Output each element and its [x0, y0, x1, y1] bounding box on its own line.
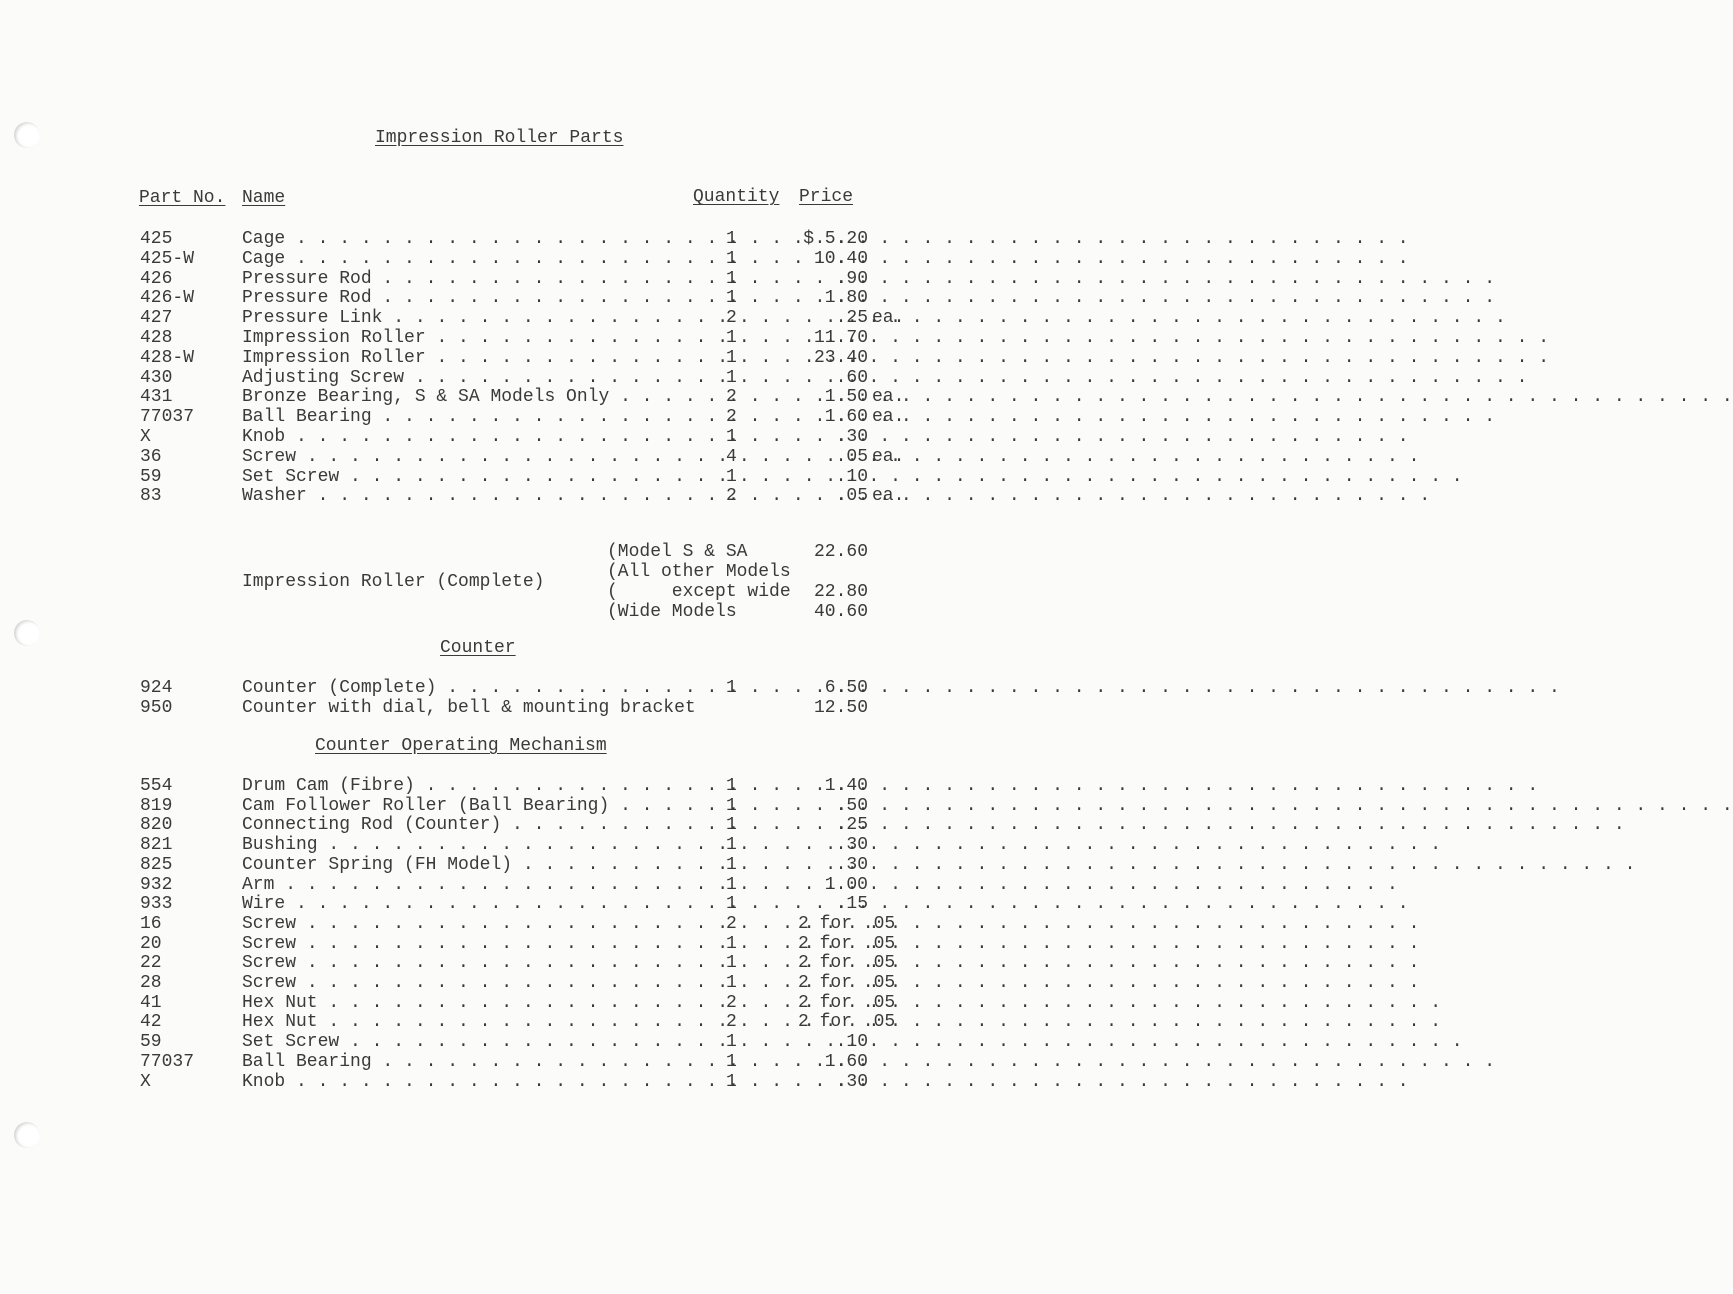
- part-number: 425: [140, 229, 173, 249]
- part-name: Screw . . .: [242, 914, 642, 934]
- counter-heading: Counter: [440, 638, 516, 658]
- punch-hole: [14, 1122, 40, 1148]
- part-number: X: [140, 427, 151, 447]
- part-name: Pressure Link . . .: [242, 308, 642, 328]
- table-row: [0, 229, 1000, 249]
- quantity: 1: [726, 678, 737, 698]
- part-name: Wire . . .: [242, 894, 642, 914]
- part-name: Drum Cam (Fibre) . . .: [242, 776, 642, 796]
- model-price: 22.60: [813, 542, 868, 562]
- model-price: [798, 562, 868, 582]
- table-row: [0, 447, 1000, 467]
- table-row: [0, 875, 1000, 895]
- quantity: 4: [726, 446, 737, 467]
- table-row: [0, 1052, 1000, 1072]
- price-unit: ea.: [872, 407, 905, 428]
- part-name: Counter (Complete) . . .: [242, 678, 642, 698]
- table-row: [0, 328, 1000, 348]
- table-row: [0, 953, 1000, 973]
- quantity: 2: [726, 407, 737, 428]
- part-name: Ball Bearing . . .: [242, 407, 642, 427]
- model-label: (Model S & SA: [607, 542, 748, 562]
- quantity: 2: [726, 486, 737, 507]
- quantity: 1: [726, 874, 737, 895]
- model-label: (Wide Models: [607, 602, 737, 622]
- table-row: [0, 678, 1000, 698]
- table-row: [0, 914, 1000, 934]
- part-name: Screw . . .: [242, 953, 642, 973]
- part-name: Washer . . .: [242, 486, 642, 506]
- column-header-price: Price: [799, 187, 854, 207]
- price-unit: ea.: [872, 486, 905, 507]
- page-title: Impression Roller Parts: [375, 128, 624, 148]
- quantity: 1: [726, 466, 737, 487]
- part-number: 426: [140, 268, 173, 289]
- price: 10.40: [813, 248, 868, 269]
- table-row: [0, 993, 1000, 1013]
- part-name: Bushing . . .: [242, 835, 642, 855]
- part-name: Knob . . .: [242, 427, 642, 447]
- part-number: 425-W: [140, 248, 195, 269]
- price: 2 for .05: [798, 973, 896, 993]
- price-unit: ea.: [872, 387, 905, 408]
- part-name: Counter Spring (FH Model) . . .: [242, 855, 642, 875]
- price: 12.50: [813, 697, 868, 718]
- part-name: Bronze Bearing, S & SA Models Only . . .: [242, 387, 642, 407]
- part-number: 426-W: [140, 288, 195, 309]
- quantity: 1: [726, 367, 737, 388]
- quantity: 1: [726, 268, 737, 289]
- part-number: 59: [140, 1032, 162, 1053]
- table-row: [0, 835, 1000, 855]
- quantity: 1: [726, 815, 737, 836]
- part-name: Screw . . .: [242, 447, 642, 467]
- part-number: 932: [140, 874, 173, 895]
- part-number: 431: [140, 387, 173, 408]
- part-name: Pressure Rod . . .: [242, 288, 642, 308]
- price: .10: [835, 466, 868, 487]
- part-number: 428: [140, 328, 173, 348]
- part-number: 16: [140, 913, 162, 934]
- quantity: 1: [726, 973, 737, 993]
- part-number: 36: [140, 446, 162, 467]
- part-name: Screw . . .: [242, 973, 642, 993]
- table-row: [0, 1072, 1000, 1092]
- part-number: X: [140, 1071, 151, 1092]
- part-name: Pressure Rod . . .: [242, 269, 642, 289]
- quantity: 1: [726, 347, 737, 368]
- model-price: 40.60: [813, 602, 868, 622]
- part-number: 950: [140, 697, 173, 718]
- quantity: 1: [726, 795, 737, 816]
- table-row: [0, 894, 1000, 914]
- table-row: [0, 467, 1000, 487]
- quantity: 1: [726, 933, 737, 954]
- part-number: 83: [140, 486, 162, 507]
- part-number: 28: [140, 973, 162, 993]
- quantity: 2: [726, 1012, 737, 1033]
- part-name: Ball Bearing . . .: [242, 1052, 642, 1072]
- quantity: 2: [726, 992, 737, 1013]
- part-number: 821: [140, 835, 173, 856]
- part-number: 427: [140, 308, 173, 329]
- quantity: 1: [726, 328, 737, 348]
- price: 2 for .05: [798, 933, 896, 954]
- price: $ 5.20: [803, 229, 868, 249]
- quantity: 1: [726, 1032, 737, 1053]
- quantity: 2: [726, 913, 737, 934]
- part-number: 933: [140, 894, 173, 915]
- table-row: [0, 776, 1000, 796]
- column-header-part-no: Part No.: [139, 188, 226, 208]
- part-name: Counter with dial, bell & mounting bracket: [242, 697, 696, 718]
- table-row: [0, 407, 1000, 427]
- price: .30: [835, 835, 868, 856]
- price: 6.50: [824, 678, 868, 698]
- part-number: 428-W: [140, 347, 195, 368]
- price: .25: [835, 815, 868, 836]
- part-name: Impression Roller . . .: [242, 328, 642, 348]
- part-number: 554: [140, 776, 173, 796]
- part-name: Hex Nut . . .: [242, 1012, 642, 1032]
- price: .10: [835, 1032, 868, 1053]
- part-number: 77037: [140, 1051, 195, 1072]
- quantity: 1: [726, 953, 737, 974]
- quantity: 1: [726, 229, 737, 249]
- punch-hole: [14, 122, 40, 148]
- part-name: Arm . . .: [242, 875, 642, 895]
- price: 1.60: [824, 1051, 868, 1072]
- quantity: 1: [726, 894, 737, 915]
- quantity: 1: [726, 854, 737, 875]
- table-row: [0, 368, 1000, 388]
- price: .25: [835, 308, 868, 329]
- price: 1.60: [824, 407, 868, 428]
- quantity: 2: [726, 308, 737, 329]
- table-row: [0, 934, 1000, 954]
- price: 1.80: [824, 288, 868, 309]
- table-row: [0, 1012, 1000, 1032]
- table-row: [0, 249, 1000, 269]
- part-number: 20: [140, 933, 162, 954]
- price: 1.50: [824, 387, 868, 408]
- part-name: Cage . . .: [242, 249, 642, 269]
- table-row: [0, 855, 1000, 875]
- part-name: Connecting Rod (Counter) . . .: [242, 815, 642, 835]
- table-row: [0, 269, 1000, 289]
- part-number: 825: [140, 854, 173, 875]
- part-name: Cage . . .: [242, 229, 642, 249]
- column-header-quantity: Quantity: [693, 187, 780, 207]
- part-number: 819: [140, 795, 173, 816]
- mechanism-heading: Counter Operating Mechanism: [315, 736, 607, 756]
- part-name: Cam Follower Roller (Ball Bearing) . . .: [242, 796, 642, 816]
- part-name: Hex Nut . . .: [242, 993, 642, 1013]
- price: .15: [835, 894, 868, 915]
- price: .90: [835, 268, 868, 289]
- quantity: 1: [726, 1051, 737, 1072]
- part-number: 59: [140, 466, 162, 487]
- table-row: [0, 348, 1000, 368]
- price: 2 for .05: [798, 1012, 896, 1033]
- price: 2 for .05: [798, 992, 896, 1013]
- part-number: 22: [140, 953, 162, 974]
- price-unit: ea.: [872, 446, 905, 467]
- price: 2 for .05: [798, 913, 896, 934]
- table-row: [0, 698, 1000, 718]
- quantity: 2: [726, 387, 737, 408]
- complete-roller-label: Impression Roller (Complete): [242, 572, 545, 592]
- table-row: [0, 796, 1000, 816]
- table-row: [0, 1032, 1000, 1052]
- part-number: 924: [140, 678, 173, 698]
- punch-hole: [14, 620, 40, 646]
- part-number: 77037: [140, 407, 195, 428]
- table-row: [0, 486, 1000, 506]
- price: 11.70: [813, 328, 868, 348]
- part-number: 41: [140, 992, 162, 1013]
- quantity: 1: [726, 835, 737, 856]
- price-unit: ea.: [872, 308, 905, 329]
- model-label: ( except wide: [607, 582, 791, 602]
- quantity: 1: [726, 248, 737, 269]
- column-header-name: Name: [242, 188, 286, 208]
- quantity: 1: [726, 776, 737, 796]
- price: .30: [835, 854, 868, 875]
- part-number: 430: [140, 367, 173, 388]
- part-name: Adjusting Screw . . .: [242, 368, 642, 388]
- model-label: (All other Models: [607, 562, 791, 582]
- price: 23.40: [813, 347, 868, 368]
- price: 1.00: [824, 874, 868, 895]
- table-row: [0, 815, 1000, 835]
- part-number: 42: [140, 1012, 162, 1033]
- table-row: [0, 288, 1000, 308]
- price: .05: [835, 486, 868, 507]
- quantity: 1: [726, 1071, 737, 1092]
- table-row: [0, 308, 1000, 328]
- table-row: [0, 973, 1000, 993]
- price: .50: [835, 795, 868, 816]
- price: 2 for .05: [798, 953, 896, 974]
- part-name: Impression Roller . . .: [242, 348, 642, 368]
- part-number: 820: [140, 815, 173, 836]
- part-name: Set Screw . . .: [242, 467, 642, 487]
- part-name: Knob . . .: [242, 1072, 642, 1092]
- quantity: 1: [726, 427, 737, 447]
- table-row: [0, 387, 1000, 407]
- model-price: 22.80: [813, 582, 868, 602]
- part-name: Set Screw . . .: [242, 1032, 642, 1052]
- price: .05: [835, 446, 868, 467]
- table-row: [0, 427, 1000, 447]
- quantity: 1: [726, 288, 737, 309]
- price: .30: [835, 1071, 868, 1092]
- price: 1.40: [824, 776, 868, 796]
- price: .60: [835, 367, 868, 388]
- price: .30: [835, 427, 868, 447]
- part-name: Screw . . .: [242, 934, 642, 954]
